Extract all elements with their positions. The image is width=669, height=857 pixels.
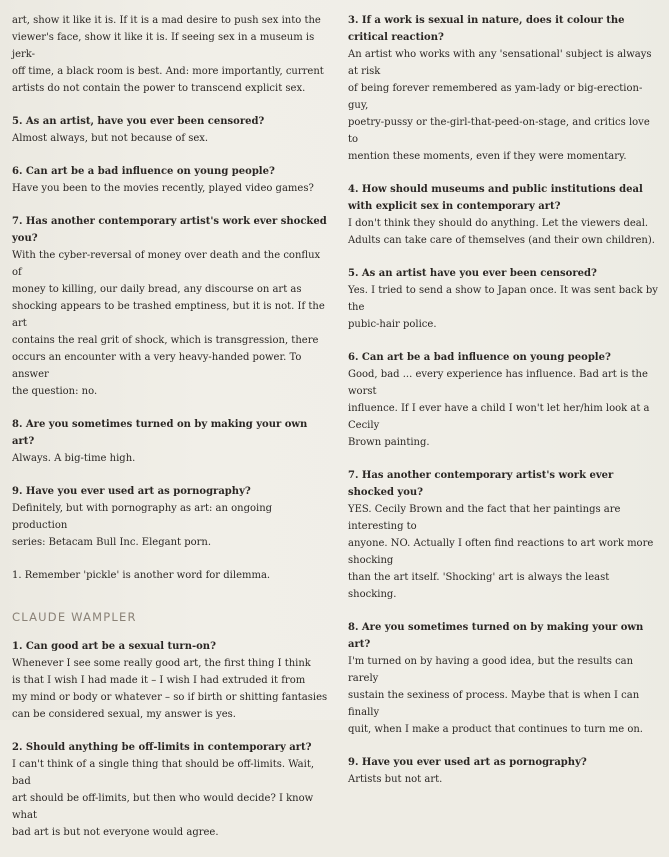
question: 1. Can good art be a sexual turn-on? — [12, 641, 216, 652]
qa-item — [12, 739, 328, 841]
answer-line: Artists but not art. — [348, 774, 443, 785]
intro-paragraph — [12, 12, 328, 97]
answer-line: art should be off-limits, but then who would decide? I know what — [12, 793, 314, 821]
question: 8. Are you sometimes turned on by making your own art? — [12, 419, 308, 447]
qa-item — [348, 754, 658, 788]
question: 7. Has another contemporary artist's work ever shocked you? — [12, 216, 327, 244]
answer-line: the question: no. — [12, 386, 98, 397]
question: 4. How should museums and public institutions deal with explicit sex in contemporary art? — [348, 184, 643, 212]
qa-item — [348, 349, 658, 451]
qa-item — [12, 213, 328, 400]
question: 9. Have you ever used art as pornography? — [12, 486, 251, 497]
qa-item — [348, 619, 658, 738]
answer-line: my mind or body or whatever – so if birth or shitting fantasies — [12, 692, 328, 703]
answer-line: Yes. I tried to send a show to Japan once. It was sent back by the — [348, 285, 658, 313]
qa-item — [12, 416, 328, 467]
answer-line: Have you been to the movies recently, played video games? — [12, 183, 314, 194]
text-line: artists do not contain the power to transcend explicit sex. — [12, 83, 306, 94]
qa-item — [12, 638, 328, 723]
question: 7. Has another contemporary artist's work ever shocked you? — [348, 470, 614, 498]
answer-line: bad art is but not everyone would agree. — [12, 827, 219, 838]
answer-line: I don't think they should do anything. Let the viewers deal. — [348, 218, 649, 229]
question: 6. Can art be a bad influence on young people? — [12, 166, 275, 177]
answer-line: money to killing, our daily bread, any discourse on art as — [12, 284, 302, 295]
qa-item — [348, 265, 658, 333]
answer-line: shocking appears to be trashed emptiness, but it is not. If the art — [12, 301, 325, 329]
text-line: viewer's face, show it like it is. If seeing sex in a museum is jerk- — [12, 32, 315, 60]
answer-line: of being forever remembered as yam-lady or big-erection-guy, — [348, 83, 643, 111]
question: 6. Can art be a bad influence on young people? — [348, 352, 611, 363]
question: 9. Have you ever used art as pornography? — [348, 757, 587, 768]
footnote: 1. Remember 'pickle' is another word for dilemma. — [12, 570, 271, 581]
question: 2. Should anything be off-limits in contemporary art? — [12, 742, 312, 753]
section-heading: CLAUDE WAMPLER — [12, 610, 137, 624]
answer-line: contains the real grit of shock, which is transgression, there — [12, 335, 319, 346]
qa-item — [348, 467, 658, 603]
text-line: off time, a black room is best. And: more importantly, current — [12, 66, 324, 77]
answer-line: quit, when I make a product that continues to turn me on. — [348, 724, 643, 735]
answer-line: is that I wish I had made it – I wish I had extruded it from — [12, 675, 306, 686]
qa-item — [348, 12, 658, 165]
answer-line: anyone. NO. Actually I often find reactions to art work more shocking — [348, 538, 654, 566]
answer-line: Brown painting. — [348, 437, 430, 448]
answer-line: Always. A big-time high. — [12, 453, 136, 464]
answer-line: occurs an encounter with a very heavy-handed power. To answer — [12, 352, 302, 380]
qa-item — [12, 113, 328, 147]
answer-line: Almost always, but not because of sex. — [12, 133, 209, 144]
answer-line: With the cyber-reversal of money over death and the conflux of — [12, 250, 321, 278]
answer-line: series: Betacam Bull Inc. Elegant porn. — [12, 537, 212, 548]
answer-line: Adults can take care of themselves (and their own children). — [348, 235, 655, 246]
question: 5. As an artist, have you ever been censored? — [12, 116, 265, 127]
qa-item — [12, 483, 328, 551]
answer-line: than the art itself. 'Shocking' art is always the least shocking. — [348, 572, 610, 600]
qa-item — [348, 181, 658, 249]
question: 3. If a work is sexual in nature, does it colour the critical reaction? — [348, 15, 625, 43]
text-line: art, show it like it is. If it is a mad desire to push sex into the — [12, 15, 321, 26]
answer-line: Whenever I see some really good art, the first thing I think — [12, 658, 311, 669]
qa-item — [12, 163, 328, 197]
answer-line: Good, bad ... every experience has influence. Bad art is the worst — [348, 369, 648, 397]
answer-line: influence. If I ever have a child I won't let her/him look at a Cecily — [348, 403, 650, 431]
answer-line: sustain the sexiness of process. Maybe that is when I can finally — [348, 690, 640, 718]
answer-line: pubic-hair police. — [348, 319, 437, 330]
answer-line: mention these moments, even if they were momentary. — [348, 151, 627, 162]
left-column — [12, 12, 328, 857]
answer-line: I can't think of a single thing that should be off-limits. Wait, bad — [12, 759, 315, 787]
answer-line: An artist who works with any 'sensational' subject is always at risk — [348, 49, 652, 77]
answer-line: can be considered sexual, my answer is yes. — [12, 709, 236, 720]
question: 8. Are you sometimes turned on by making your own art? — [348, 622, 644, 650]
answer-line: I'm turned on by having a good idea, but the results can rarely — [348, 656, 634, 684]
answer-line: YES. Cecily Brown and the fact that her paintings are interesting to — [348, 504, 621, 532]
answer-line: poetry-pussy or the-girl-that-peed-on-stage, and critics love to — [348, 117, 650, 145]
answer-line: Definitely, but with pornography as art: an ongoing production — [12, 503, 273, 531]
question: 5. As an artist have you ever been censored? — [348, 268, 597, 279]
right-column — [348, 12, 658, 804]
